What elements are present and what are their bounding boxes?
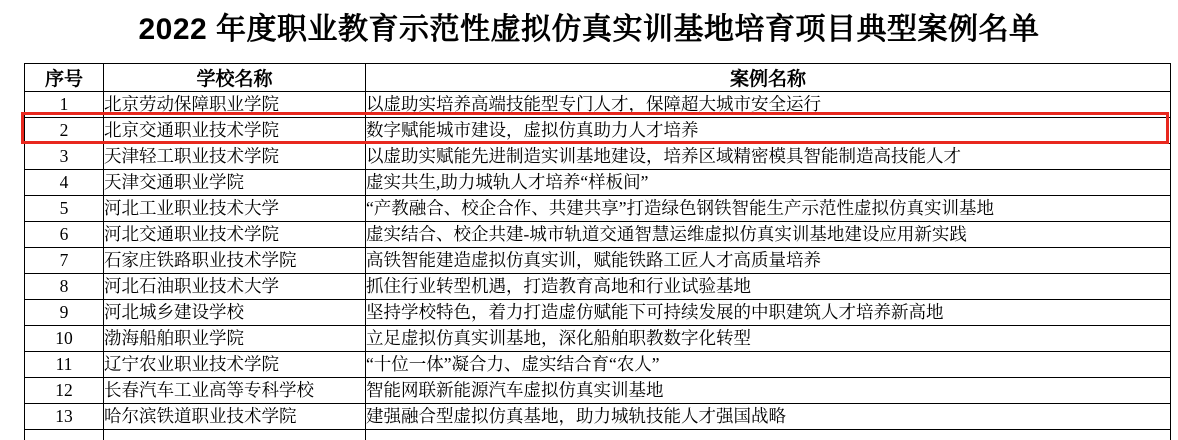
cell-no: 11 <box>25 352 104 378</box>
header-cell-school: 学校名称 <box>104 64 366 92</box>
cell-case: 坚持学校特色，着力打造虚仿赋能下可持续发展的中职建筑人才培养新高地 <box>366 300 1171 326</box>
cell-case: 以虚助实培养高端技能型专门人才，保障超大城市安全运行 <box>366 92 1171 118</box>
cell-no: 9 <box>25 300 104 326</box>
cell-no: 7 <box>25 248 104 274</box>
table-row <box>25 300 1171 326</box>
cell-school: 河北工业职业技术大学 <box>104 196 366 222</box>
table-row <box>25 92 1171 118</box>
cell-case: 数字赋能城市建设，虚拟仿真助力人才培养 <box>366 118 1171 144</box>
cell-case: 智能网联新能源汽车虚拟仿真实训基地 <box>366 378 1171 404</box>
cell-case: 虚实共生,助力城轨人才培养“样板间” <box>366 170 1171 196</box>
cell-school: 河北城乡建设学校 <box>104 300 366 326</box>
cell-school: 哈尔滨铁道职业技术学院 <box>104 404 366 430</box>
table-row <box>25 222 1171 248</box>
cell-school: 北京交通职业技术学院 <box>104 118 366 144</box>
empty-cell <box>25 430 104 440</box>
cell-case: 立足虚拟仿真实训基地，深化船舶职教数字化转型 <box>366 326 1171 352</box>
cell-no: 4 <box>25 170 104 196</box>
table-row <box>25 170 1171 196</box>
cell-no: 8 <box>25 274 104 300</box>
cell-no: 1 <box>25 92 104 118</box>
cell-school: 辽宁农业职业技术学院 <box>104 352 366 378</box>
cell-case: 以虚助实赋能先进制造实训基地建设，培养区域精密模具智能制造高技能人才 <box>366 144 1171 170</box>
table-header-row <box>25 64 1171 92</box>
table-row <box>25 274 1171 300</box>
cell-no: 6 <box>25 222 104 248</box>
cell-school: 长春汽车工业高等专科学校 <box>104 378 366 404</box>
cell-school: 河北石油职业技术大学 <box>104 274 366 300</box>
cell-case: 建强融合型虚拟仿真基地，助力城轨技能人才强国战略 <box>366 404 1171 430</box>
table-row <box>25 248 1171 274</box>
cell-school: 河北交通职业技术学院 <box>104 222 366 248</box>
cell-case: 虚实结合、校企共建-城市轨道交通智慧运维虚拟仿真实训基地建设应用新实践 <box>366 222 1171 248</box>
empty-cell <box>104 430 366 440</box>
table-row-highlighted <box>25 118 1171 144</box>
cell-no: 12 <box>25 378 104 404</box>
table-row <box>25 144 1171 170</box>
cell-school: 渤海船舶职业学院 <box>104 326 366 352</box>
cell-no: 13 <box>25 404 104 430</box>
table-row <box>25 196 1171 222</box>
header-cell-no: 序号 <box>25 64 104 92</box>
cell-no: 5 <box>25 196 104 222</box>
cell-case: “十位一体”凝合力、虚实结合育“农人” <box>366 352 1171 378</box>
table-row <box>25 378 1171 404</box>
cell-school: 天津轻工职业技术学院 <box>104 144 366 170</box>
cell-no: 3 <box>25 144 104 170</box>
table-row-partial <box>25 430 1171 440</box>
cell-no: 2 <box>25 118 104 144</box>
case-list-table <box>24 63 1171 440</box>
cell-case: “产教融合、校企合作、共建共享”打造绿色钢铁智能生产示范性虚拟仿真实训基地 <box>366 196 1171 222</box>
cell-school: 北京劳动保障职业学院 <box>104 92 366 118</box>
cell-case: 抓住行业转型机遇，打造教育高地和行业试验基地 <box>366 274 1171 300</box>
cell-case: 高铁智能建造虚拟仿真实训，赋能铁路工匠人才高质量培养 <box>366 248 1171 274</box>
table-row <box>25 352 1171 378</box>
table-row <box>25 404 1171 430</box>
page-title: 2022 年度职业教育示范性虚拟仿真实训基地培育项目典型案例名单 <box>138 13 1040 46</box>
cell-school: 天津交通职业学院 <box>104 170 366 196</box>
empty-cell <box>366 430 1171 440</box>
table-row <box>25 326 1171 352</box>
cell-school: 石家庄铁路职业技术学院 <box>104 248 366 274</box>
header-cell-case: 案例名称 <box>366 64 1171 92</box>
cell-no: 10 <box>25 326 104 352</box>
